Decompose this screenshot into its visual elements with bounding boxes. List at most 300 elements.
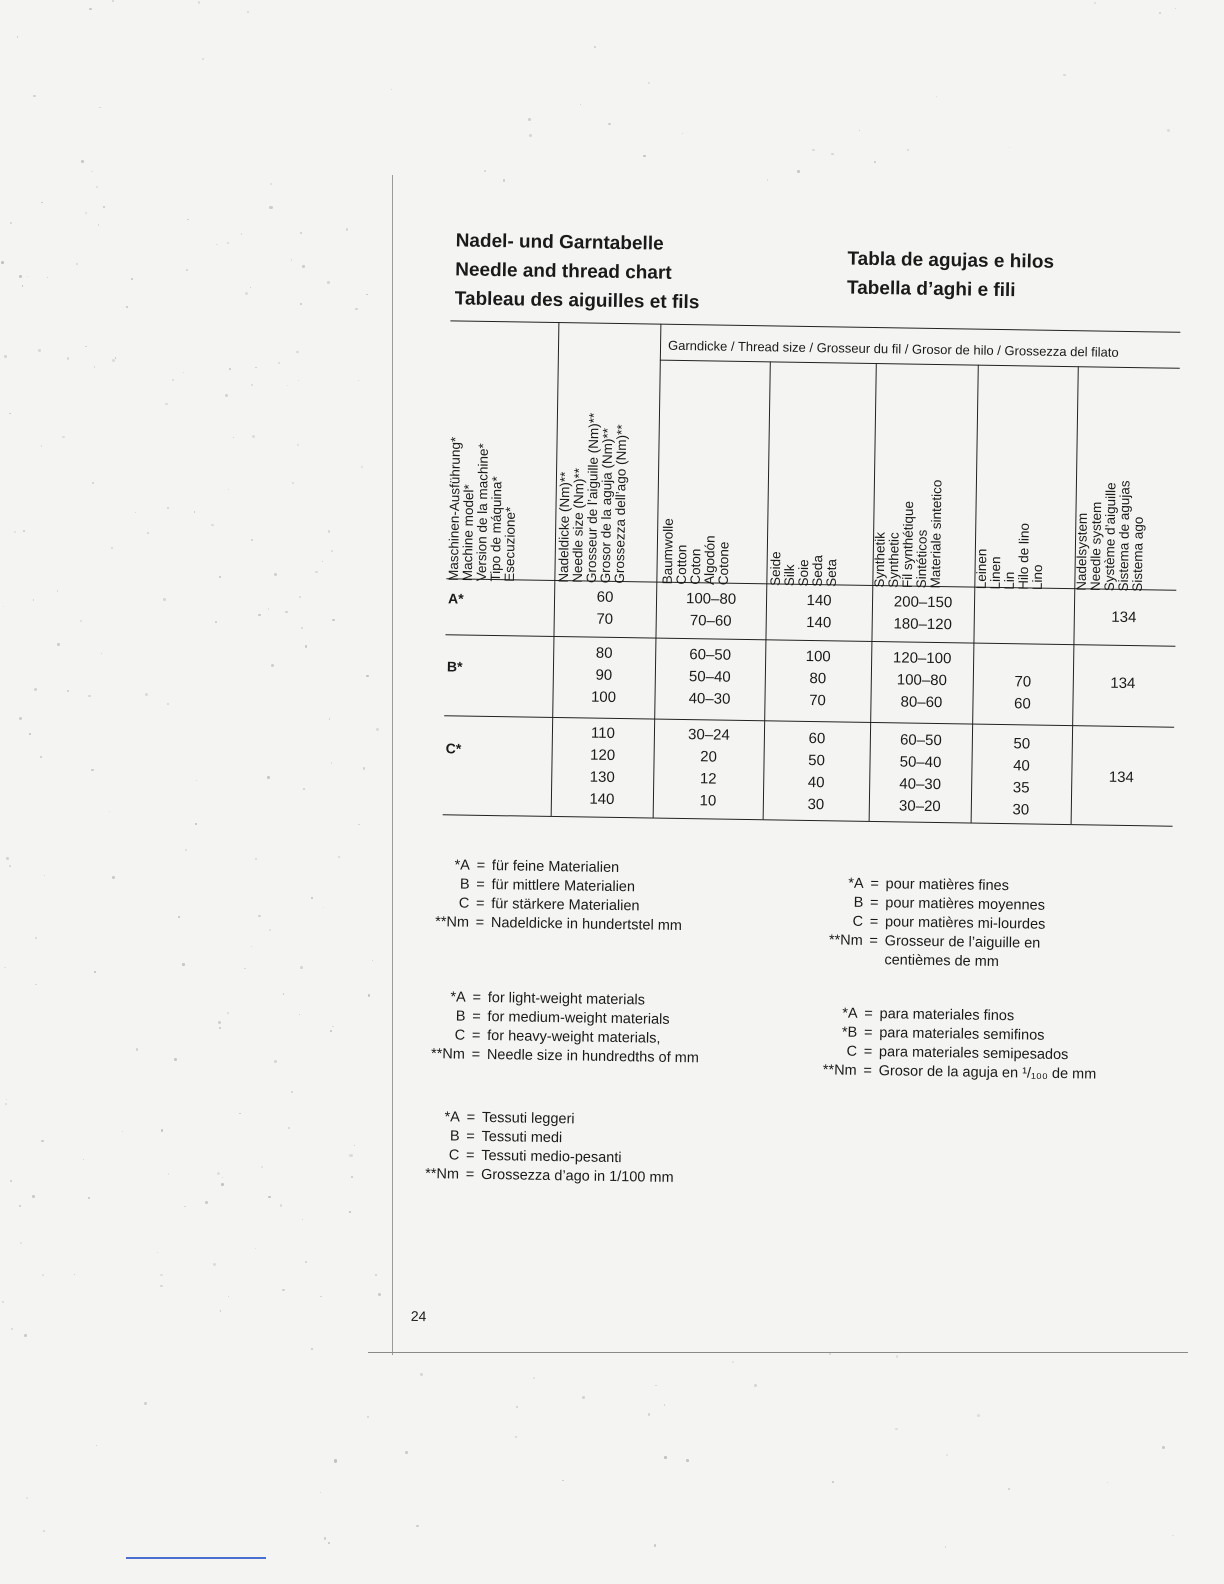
- speckle-dot: [271, 664, 274, 667]
- cotton-cell-c: [653, 724, 764, 814]
- speckle-dot: [136, 1048, 139, 1051]
- col-rule: [1071, 366, 1079, 824]
- speckle-dot: [378, 1293, 381, 1296]
- speckle-dot: [297, 444, 299, 446]
- speckle-dot: [40, 756, 42, 758]
- header-line: Hilo de lino: [1015, 522, 1032, 590]
- speckle-dot: [98, 224, 99, 225]
- header-line: Linen: [987, 555, 1004, 590]
- speckle-dot: [291, 259, 292, 260]
- footnote-text: pour matières mi-lourdes: [884, 914, 1046, 933]
- header-line: Seta: [823, 558, 840, 587]
- speckle-dot: [205, 1201, 208, 1204]
- speckle-dot: [174, 1058, 177, 1061]
- footnote-equals: =: [869, 932, 879, 950]
- speckle-dot: [300, 966, 303, 969]
- speckle-dot: [43, 1530, 45, 1532]
- title-line: Tabla de agujas e hilos: [847, 248, 1055, 273]
- speckle-dot: [648, 1413, 650, 1415]
- cell-value: 30–20: [898, 797, 941, 816]
- speckle-dot: [251, 946, 252, 947]
- speckle-dot: [99, 107, 100, 108]
- header-line: Seda: [809, 554, 826, 587]
- speckle-dot: [322, 561, 323, 562]
- speckle-dot: [27, 276, 28, 277]
- footnote-equals: =: [869, 913, 879, 931]
- speckle-dot: [829, 1353, 831, 1355]
- speckle-dot: [35, 937, 37, 939]
- speckle-dot: [172, 379, 174, 381]
- speckle-dot: [334, 1459, 337, 1462]
- speckle-dot: [285, 611, 288, 614]
- speckle-dot: [301, 627, 303, 629]
- cell-value: 12: [699, 770, 717, 788]
- speckle-dot: [85, 346, 86, 347]
- footnote-text: Tessuti medi: [481, 1128, 563, 1147]
- needle-thread-table: [442, 320, 1180, 839]
- footnote-equals: =: [863, 1024, 873, 1042]
- cell-value: 60: [596, 588, 614, 606]
- header-line: Grosseur de l’aiguille (Nm)**: [583, 412, 602, 583]
- speckle-dot: [42, 1274, 44, 1276]
- cell-value: 60: [1013, 695, 1031, 713]
- speckle-dot: [274, 1060, 277, 1063]
- speckle-dot: [311, 897, 313, 899]
- scan-artifact-line: [126, 1557, 266, 1559]
- footnote-equals: =: [869, 894, 879, 912]
- header-line: Algodón: [701, 534, 718, 585]
- footnote-text: para materiales semipesados: [878, 1044, 1069, 1064]
- footnote-key: C: [846, 1043, 858, 1060]
- synthetic-cell-b: [870, 647, 973, 715]
- page-number: 24: [410, 1307, 427, 1325]
- footnote-key: *B: [841, 1024, 858, 1041]
- speckle-dot: [227, 1012, 229, 1014]
- speckle-dot: [103, 206, 106, 209]
- speckle-dot: [88, 695, 90, 697]
- speckle-dot: [372, 960, 373, 961]
- speckle-dot: [221, 1183, 224, 1186]
- footnote-it: [407, 1108, 675, 1188]
- speckle-dot: [1, 261, 4, 264]
- cell-value: 10: [699, 792, 717, 810]
- speckle-dot: [594, 46, 596, 48]
- title-line: Tabella d’aghi e fili: [846, 277, 1016, 302]
- speckle-dot: [754, 1384, 757, 1387]
- speckle-dot: [416, 1525, 419, 1528]
- speckle-dot: [22, 285, 24, 287]
- cell-value: 70: [809, 692, 826, 710]
- speckle-dot: [2, 1301, 3, 1302]
- cell-value: 40: [1013, 757, 1030, 775]
- footnote-equals: =: [476, 876, 485, 893]
- header-line: Lino: [1029, 563, 1046, 590]
- speckle-dot: [10, 1180, 12, 1182]
- speckle-dot: [38, 349, 41, 352]
- speckle-dot: [732, 1361, 734, 1363]
- speckle-dot: [112, 0, 114, 2]
- system-cell-b: [1073, 672, 1173, 696]
- needle-cell-c: [551, 722, 654, 812]
- footnote-text: centièmes de mm: [884, 952, 999, 971]
- speckle-dot: [608, 123, 611, 126]
- speckle-dot: [211, 524, 213, 526]
- speckle-dot: [278, 362, 280, 364]
- speckle-dot: [241, 233, 242, 234]
- footnote-key: C: [458, 895, 470, 912]
- speckle-dot: [160, 1274, 162, 1276]
- header-line: Nadelsystem: [1073, 512, 1090, 591]
- speckle-dot: [767, 179, 768, 180]
- cell-value: 180–120: [893, 615, 953, 634]
- speckle-dot: [582, 1396, 585, 1399]
- footnote-equals: =: [476, 857, 486, 874]
- speckle-dot: [1167, 129, 1170, 132]
- speckle-dot: [533, 1377, 536, 1380]
- speckle-dot: [26, 1497, 28, 1499]
- cell-value: 134: [1111, 608, 1137, 627]
- footnote-spacer: [862, 951, 884, 970]
- speckle-dot: [349, 1154, 352, 1157]
- speckle-dot: [218, 1021, 221, 1024]
- speckle-dot: [33, 599, 34, 600]
- speckle-dot: [648, 82, 650, 84]
- footnote-key: *A: [444, 1109, 461, 1126]
- speckle-dot: [184, 1206, 186, 1208]
- speckle-dot: [219, 1027, 222, 1030]
- footnote-text: for heavy-weight materials,: [487, 1028, 661, 1047]
- speckle-dot: [186, 269, 188, 271]
- footnote-key: *A: [848, 875, 864, 892]
- speckle-dot: [330, 1030, 332, 1032]
- footnote-text: para materiales semifinos: [879, 1025, 1045, 1044]
- footnote-de: [417, 856, 683, 936]
- header-line: Coton: [687, 548, 704, 585]
- speckle-dot: [255, 1248, 256, 1249]
- speckle-dot: [101, 653, 102, 654]
- speckle-dot: [315, 571, 317, 573]
- header-needle-system: [1073, 370, 1146, 592]
- header-line: Cotton: [673, 544, 690, 585]
- speckle-dot: [157, 1252, 158, 1253]
- footnote-text: for light-weight materials: [487, 990, 646, 1009]
- speckle-dot: [163, 598, 166, 601]
- footnote-key: B: [459, 876, 470, 893]
- footnote-text: Nadeldicke in hundertstel mm: [490, 915, 683, 935]
- cell-value: 80–60: [900, 693, 943, 712]
- speckle-dot: [405, 1451, 408, 1454]
- speckle-dot: [11, 1328, 13, 1330]
- speckle-dot: [33, 95, 36, 98]
- speckle-dot: [302, 265, 304, 267]
- speckle-dot: [269, 929, 271, 931]
- footnote-fr: [810, 874, 1046, 973]
- speckle-dot: [664, 1456, 667, 1459]
- speckle-dot: [300, 303, 303, 306]
- speckle-dot: [62, 436, 64, 438]
- speckle-dot: [283, 993, 284, 994]
- speckle-dot: [74, 1274, 75, 1275]
- footnote-equals: =: [863, 1062, 873, 1080]
- speckle-dot: [832, 1481, 834, 1483]
- speckle-dot: [10, 222, 11, 223]
- speckle-dot: [14, 531, 17, 534]
- speckle-dot: [349, 1211, 350, 1212]
- footnote-equals: =: [475, 914, 485, 931]
- speckle-dot: [96, 186, 98, 188]
- speckle-dot: [977, 1414, 980, 1417]
- speckle-dot: [215, 621, 217, 623]
- speckle-dot: [67, 357, 69, 359]
- speckle-dot: [94, 366, 96, 368]
- speckle-dot: [1094, 2, 1096, 4]
- speckle-dot: [19, 717, 22, 720]
- header-line: Soie: [795, 558, 812, 587]
- speckle-dot: [332, 1026, 333, 1027]
- speckle-dot: [299, 1014, 300, 1015]
- speckle-dot: [35, 984, 37, 986]
- speckle-dot: [167, 507, 169, 509]
- speckle-dot: [366, 675, 368, 677]
- speckle-dot: [327, 281, 330, 284]
- cell-value: 60: [808, 730, 826, 748]
- footnote-en: [413, 988, 700, 1068]
- speckle-dot: [515, 1436, 516, 1437]
- speckle-dot: [1008, 1488, 1010, 1490]
- header-silk: [767, 366, 840, 587]
- header-cotton: [659, 364, 732, 585]
- speckle-dot: [812, 149, 815, 152]
- speckle-dot: [29, 733, 31, 735]
- speckle-dot: [1009, 147, 1010, 148]
- speckle-dot: [167, 703, 169, 705]
- speckle-dot: [896, 1355, 898, 1357]
- footnote-key: **Nm: [828, 932, 863, 949]
- cell-value: 40–30: [688, 690, 731, 708]
- cell-value: 90: [595, 666, 613, 684]
- header-line: Synthetic: [885, 531, 902, 588]
- speckle-dot: [34, 688, 37, 691]
- speckle-dot: [328, 1542, 330, 1544]
- footnote-key: B: [455, 1008, 466, 1025]
- synthetic-cell-a: [872, 591, 975, 637]
- speckle-dot: [320, 1492, 321, 1493]
- speckle-dot: [358, 380, 359, 381]
- footnote-es: [805, 1004, 1098, 1085]
- speckle-dot: [251, 384, 253, 386]
- footnote-key: C: [852, 913, 864, 930]
- synthetic-cell-c: [869, 729, 972, 819]
- speckle-dot: [270, 183, 272, 185]
- speckle-dot: [946, 1454, 948, 1456]
- speckle-dot: [185, 849, 187, 851]
- cell-value: 30–24: [687, 726, 730, 744]
- cell-value: 40–30: [899, 775, 942, 794]
- speckle-dot: [19, 275, 22, 278]
- speckle-dot: [303, 788, 305, 790]
- speckle-dot: [1159, 12, 1161, 14]
- footnote-text: Tessuti leggeri: [481, 1109, 575, 1128]
- header-line: Sintéticos: [913, 529, 930, 588]
- footnote-equals: =: [472, 1008, 481, 1025]
- footnote-line: [810, 950, 1045, 973]
- header-synthetic: [871, 367, 945, 589]
- footnote-equals: =: [471, 1046, 481, 1063]
- speckle-dot: [331, 550, 333, 552]
- footnote-key: **Nm: [425, 1166, 460, 1183]
- speckle-dot: [112, 876, 115, 879]
- speckle-dot: [225, 394, 228, 397]
- speckle-dot: [288, 1127, 290, 1129]
- speckle-dot: [655, 1385, 657, 1387]
- header-line: Système d’aiguille: [1101, 481, 1119, 591]
- footnote-equals: =: [465, 1147, 475, 1164]
- speckle-dot: [323, 907, 324, 908]
- speckle-dot: [47, 277, 48, 278]
- speckle-dot: [229, 368, 231, 370]
- speckle-dot: [196, 780, 197, 781]
- speckle-dot: [329, 718, 330, 719]
- speckle-dot: [92, 482, 94, 484]
- speckle-dot: [4, 355, 7, 358]
- cell-value: 130: [589, 768, 615, 786]
- footnote-line: [417, 913, 682, 936]
- cell-value: 50: [808, 752, 826, 770]
- speckle-dot: [375, 1274, 377, 1276]
- speckle-dot: [198, 1, 200, 3]
- speckle-dot: [4, 967, 5, 968]
- speckle-dot: [366, 294, 368, 296]
- header-line: Cotone: [715, 540, 732, 585]
- speckle-dot: [311, 1348, 313, 1350]
- thread-header-rule: [660, 360, 1180, 369]
- header-line: Materiale sintetico: [927, 479, 945, 589]
- speckle-dot: [228, 1296, 229, 1297]
- speckle-dot: [245, 292, 248, 295]
- header-linen: [973, 369, 1046, 590]
- speckle-dot: [32, 1195, 35, 1198]
- speckle-dot: [244, 968, 245, 969]
- cell-value: 140: [589, 790, 615, 808]
- header-line: Baumwolle: [659, 517, 676, 584]
- header-line: Sistema ago: [1129, 515, 1146, 592]
- speckle-dot: [252, 435, 255, 438]
- speckle-dot: [255, 858, 257, 860]
- header-line: Grossezza dell’ago (Nm)**: [611, 423, 630, 584]
- speckle-dot: [219, 576, 220, 577]
- speckle-dot: [81, 160, 84, 163]
- speckle-dot: [44, 875, 46, 877]
- speckle-dot: [239, 1113, 241, 1115]
- speckle-dot: [300, 232, 302, 234]
- cell-value: 134: [1108, 768, 1134, 787]
- speckle-dot: [96, 1445, 98, 1447]
- speckle-dot: [195, 823, 196, 824]
- cell-value: 80: [809, 670, 827, 688]
- footnote-text: Needle size in hundredths of mm: [486, 1046, 699, 1067]
- cell-value: 35: [1012, 779, 1030, 797]
- speckle-dot: [363, 767, 366, 770]
- cell-value: 140: [806, 591, 832, 610]
- speckle-dot: [250, 287, 252, 289]
- speckle-dot: [227, 242, 228, 243]
- footnote-key: B: [853, 894, 864, 911]
- system-cell-a: [1074, 606, 1174, 630]
- speckle-dot: [664, 1404, 665, 1405]
- speckle-dot: [258, 614, 261, 617]
- speckle-dot: [147, 532, 149, 534]
- speckle-dot: [6, 857, 9, 860]
- cell-value: 60–50: [899, 731, 942, 750]
- cell-value: 100: [805, 647, 831, 666]
- thread-size-header: Garndicke / Thread size / Grosseur du fil / Grosor de hilo / Grossezza del filato: [667, 337, 1119, 360]
- title-right: [847, 245, 1054, 306]
- header-line: Grosor de la aguja (Nm)**: [597, 427, 616, 583]
- speckle-dot: [291, 1091, 293, 1093]
- footnote-text: for medium-weight materials: [487, 1009, 670, 1028]
- speckle-dot: [247, 11, 249, 13]
- speckle-dot: [516, 1406, 518, 1408]
- silk-cell-b: [764, 645, 871, 713]
- header-line: Machine model*: [459, 483, 477, 581]
- speckle-dot: [19, 1205, 21, 1207]
- speckle-dot: [216, 244, 217, 245]
- cell-value: 140: [806, 613, 832, 632]
- speckle-dot: [686, 1459, 689, 1462]
- header-line: Seide: [767, 550, 784, 586]
- footnote-equals: =: [465, 1166, 475, 1183]
- speckle-dot: [328, 530, 330, 532]
- speckle-dot: [331, 762, 333, 764]
- footnote-line: [407, 1165, 674, 1188]
- speckle-dot: [274, 573, 277, 576]
- speckle-dot: [936, 96, 937, 97]
- speckle-dot: [895, 1428, 898, 1431]
- footnote-key: **Nm: [430, 1046, 466, 1063]
- speckle-dot: [126, 306, 128, 308]
- speckle-dot: [6, 1099, 7, 1100]
- cotton-cell-b: [654, 644, 765, 712]
- speckle-dot: [282, 1289, 284, 1291]
- speckle-dot: [255, 367, 256, 368]
- speckle-dot: [5, 1103, 7, 1105]
- speckle-dot: [682, 133, 683, 134]
- cell-value: 60–50: [689, 646, 732, 664]
- cell-value: 20: [700, 748, 718, 766]
- header-line: Fil synthétique: [899, 500, 917, 588]
- speckle-dot: [67, 690, 69, 692]
- cell-value: 120–100: [892, 649, 952, 668]
- page-edge-bottom: [368, 1352, 1188, 1353]
- speckle-dot: [298, 380, 299, 381]
- header-line: Nadeldicke (Nm)**: [555, 470, 573, 583]
- speckle-dot: [233, 437, 234, 438]
- row-label-c: C*: [445, 740, 462, 757]
- speckle-dot: [351, 1176, 353, 1178]
- speckle-dot: [346, 228, 348, 230]
- row-label-b: B*: [446, 658, 463, 675]
- speckle-dot: [23, 530, 24, 531]
- speckle-dot: [305, 1261, 307, 1263]
- speckle-dot: [76, 263, 78, 265]
- speckle-dot: [80, 620, 82, 622]
- speckle-dot: [361, 466, 363, 468]
- speckle-dot: [57, 590, 59, 592]
- row-label-a: A*: [447, 590, 464, 607]
- footnote-key: *A: [454, 857, 470, 874]
- cell-value: 134: [1110, 674, 1136, 693]
- speckle-dot: [268, 1196, 271, 1199]
